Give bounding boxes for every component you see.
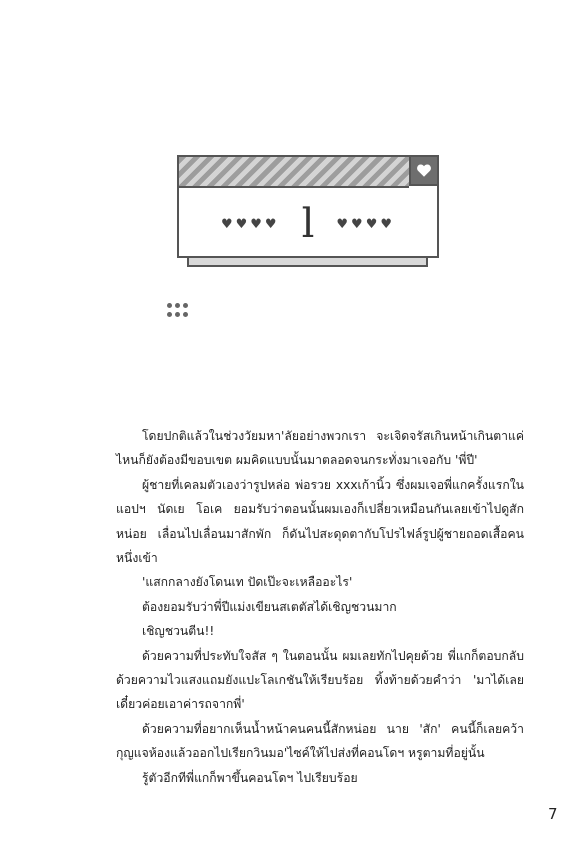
dots-grid-icon [167, 303, 193, 319]
paragraph: 'แสกกลางยังโดนเท ปัดเป๊ะจะเหลืออะไร' [142, 575, 353, 590]
window-box [177, 155, 439, 258]
paragraph: ต้องยอมรับว่าพี่ปีแม่งเขียนสเตตัสได้เชิญชวนมาก [142, 599, 397, 614]
paragraph: ด้วยความที่ประทับใจสัส ๆ ในตอนนั้น ผมเลยทักไปคุยด้วย พี่แกก็ตอบกลับด้วยความไวแสงแถมยังแปะโลเกชันให้เรียบร้อย ทิ้งท้ายด้วยคำว่า 'มาได้เลยเดี๋ยวค่อยเอาค่ารถจากพี่' [116, 648, 524, 712]
chapter-title-row [179, 199, 437, 249]
heart-icon [417, 164, 431, 177]
body-text [116, 424, 524, 790]
heart-button [409, 157, 437, 186]
hearts-left: ♥♥♥♥ [220, 216, 280, 232]
chapter-mark: l [301, 201, 315, 247]
paragraph: เชิญชวนตีน!! [142, 624, 215, 639]
paragraph: ผู้ชายที่เคลมตัวเองว่ารูปหล่อ พ่อรวย xxxเก้านิ้ว ซึ่งผมเจอพี่แกครั้งแรกในแอปฯ นัดเย โอเค ยอมรับว่าตอนนั้นผมเองก็เปลี่ยวเหมือนกันเลยเข้าไปดูสักหน่อย เลื่อนไปเลื่อนมาสักพัก ก็ดันไปสะดุดตากับโปรไฟล์รูปผู้ชายถอดเสื้อคนหนึ่งเข้า [116, 477, 524, 566]
paragraph: โดยปกติแล้วในช่วงวัยมหา'ลัยอย่างพวกเรา จะเจิดจรัสเกินหน้าเกินตาแค่ไหนก็ยังต้องมีขอบเขต ผมคิดแบบนั้นมาตลอดจนกระทั่งมาเจอกับ 'พี่ปี' [116, 429, 524, 468]
paragraph: ด้วยความที่อยากเห็นน้ำหน้าคนคนนี้สักหน่อย นาย 'สัก' คนนี้ก็เลยคว้ากุญแจห้องแล้วออกไปเรียกวินมอ'ไซค์ให้ไปส่งที่คอนโดฯ หรูตามที่อยู่นั้น [116, 721, 524, 761]
hearts-right: ♥♥♥♥ [336, 216, 396, 232]
page-number: 7 [548, 805, 558, 823]
paragraph: รู้ตัวอีกทีพี่แกก็พาขึ้นคอนโดฯ ไปเรียบร้อย [142, 770, 358, 785]
chapter-header-window [177, 155, 439, 271]
window-titlebar [179, 157, 409, 188]
